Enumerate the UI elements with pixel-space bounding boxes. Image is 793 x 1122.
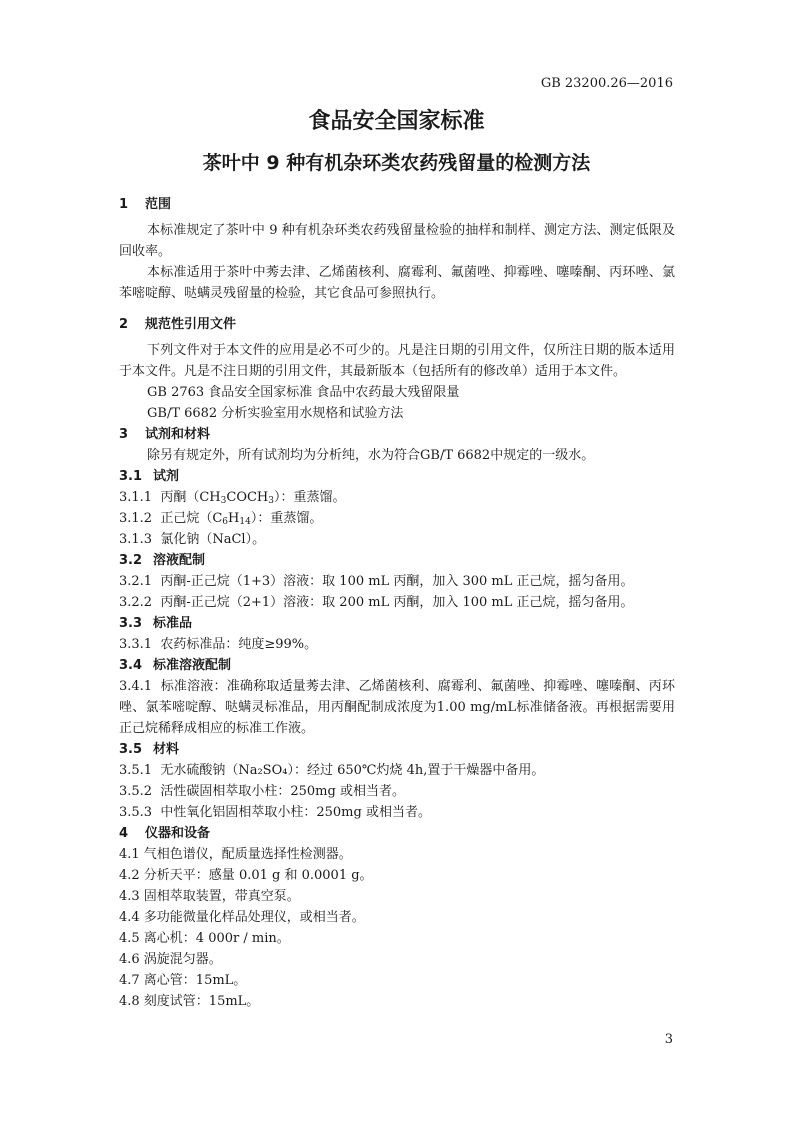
list-item: 3.5.2 活性碳固相萃取小柱：250mg 或相当者。 xyxy=(119,784,405,799)
list-item: 4.7 离心管：15mL。 xyxy=(119,973,247,988)
paragraph: 除另有规定外，所有试剂均为分析纯，水为符合GB/T 6682中规定的一级水。 xyxy=(147,448,595,463)
list-item: 3.2.1 丙酮-正己烷（1+3）溶液：取 100 mL 丙酮，加入 300 mL 正己烷，摇匀备用。 xyxy=(119,574,634,589)
list-item: 4.6 涡旋混匀器。 xyxy=(119,952,222,967)
paragraph: 本标准规定了茶叶中 9 种有机杂环类农药残留量检验的抽样和制样、测定方法、测定低限及回收率。 xyxy=(119,223,675,259)
list-item: 3.5.1 无水硫酸钠（Na₂SO₄）：经过 650℃灼烧 4h,置于干燥器中备用。 xyxy=(119,763,545,778)
section-heading-3: 3 试剂和材料 xyxy=(119,427,211,442)
document-subtitle: 茶叶中 9 种有机杂环类农药残留量的检测方法 xyxy=(202,152,591,174)
subsection-heading-3-4: 3.4 标准溶液配制 xyxy=(119,658,232,673)
list-item: 3.1.3 氯化钠（NaCl）。 xyxy=(119,532,266,547)
list-item: 3.2.2 丙酮-正己烷（2+1）溶液：取 200 mL 丙酮，加入 100 mL 正己烷，摇匀备用。 xyxy=(119,595,634,610)
list-item: 4.1 气相色谱仪，配质量选择性检测器。 xyxy=(119,847,352,862)
page-number: 3 xyxy=(664,1032,673,1047)
reference-item: GB 2763 食品安全国家标准 食品中农药最大残留限量 xyxy=(147,385,460,400)
document-title: 食品安全国家标准 xyxy=(308,109,485,134)
list-item: 4.2 分析天平：感量 0.01 g 和 0.0001 g。 xyxy=(119,868,373,883)
list-item: 3.1.2 正己烷$(C_6H_{14})$：重蒸馏。 xyxy=(119,511,323,527)
paragraph: 下列文件对于本文件的应用是必不可少的。凡是注日期的引用文件，仅所注日期的版本适用于本文件。凡是不注日期的引用文件，其最新版本（包括所有的修改单）适用于本文件。 xyxy=(119,343,675,379)
section-heading-1: 1 范围 xyxy=(119,197,172,212)
standard-number: GB 23200.26—2016 xyxy=(540,76,673,91)
list-item: 3.4.1 标准溶液：准确称取适量莠去津、乙烯菌核利、腐霉利、氟菌唑、抑霉唑、噻嗪酮、丙环唑、氯苯嘧啶醇、哒螨灵标准品，用丙酮配制成浓度为1.00 mg/mL标准储备液。再根据需要用正己烷稀释成相应的标准工作液。 xyxy=(119,679,675,736)
document-body xyxy=(119,194,675,1012)
section-heading-4: 4 仪器和设备 xyxy=(119,826,211,841)
paragraph: 本标准适用于茶叶中莠去津、乙烯菌核利、腐霉利、氟菌唑、抑霉唑、噻嗪酮、丙环唑、氯苯嘧啶醇、哒螨灵残留量的检验，其它食品可参照执行。 xyxy=(119,265,675,301)
subsection-heading-3-2: 3.2 溶液配制 xyxy=(119,553,206,568)
list-item: 3.1.1 丙酮$(CH_3COCH_3)$：重蒸馏。 xyxy=(119,490,346,506)
list-item: 4.3 固相萃取装置，带真空泵。 xyxy=(119,889,300,904)
list-item: 3.3.1 农药标准品：纯度≥99%。 xyxy=(119,637,318,652)
list-item: 4.8 刻度试管：15mL。 xyxy=(119,994,260,1009)
list-item: 4.4 多功能微量化样品处理仪，或相当者。 xyxy=(119,910,365,925)
subsection-heading-3-5: 3.5 材料 xyxy=(119,742,180,757)
subsection-heading-3-3: 3.3 标准品 xyxy=(119,616,193,631)
list-item: 4.5 离心机：4 000r / min。 xyxy=(119,931,290,946)
subsection-heading-3-1: 3.1 试剂 xyxy=(119,469,180,484)
reference-item: GB/T 6682 分析实验室用水规格和试验方法 xyxy=(147,406,404,421)
section-heading-2: 2 规范性引用文件 xyxy=(119,317,237,332)
list-item: 3.5.3 中性氧化铝固相萃取小柱：250mg 或相当者。 xyxy=(119,805,431,820)
